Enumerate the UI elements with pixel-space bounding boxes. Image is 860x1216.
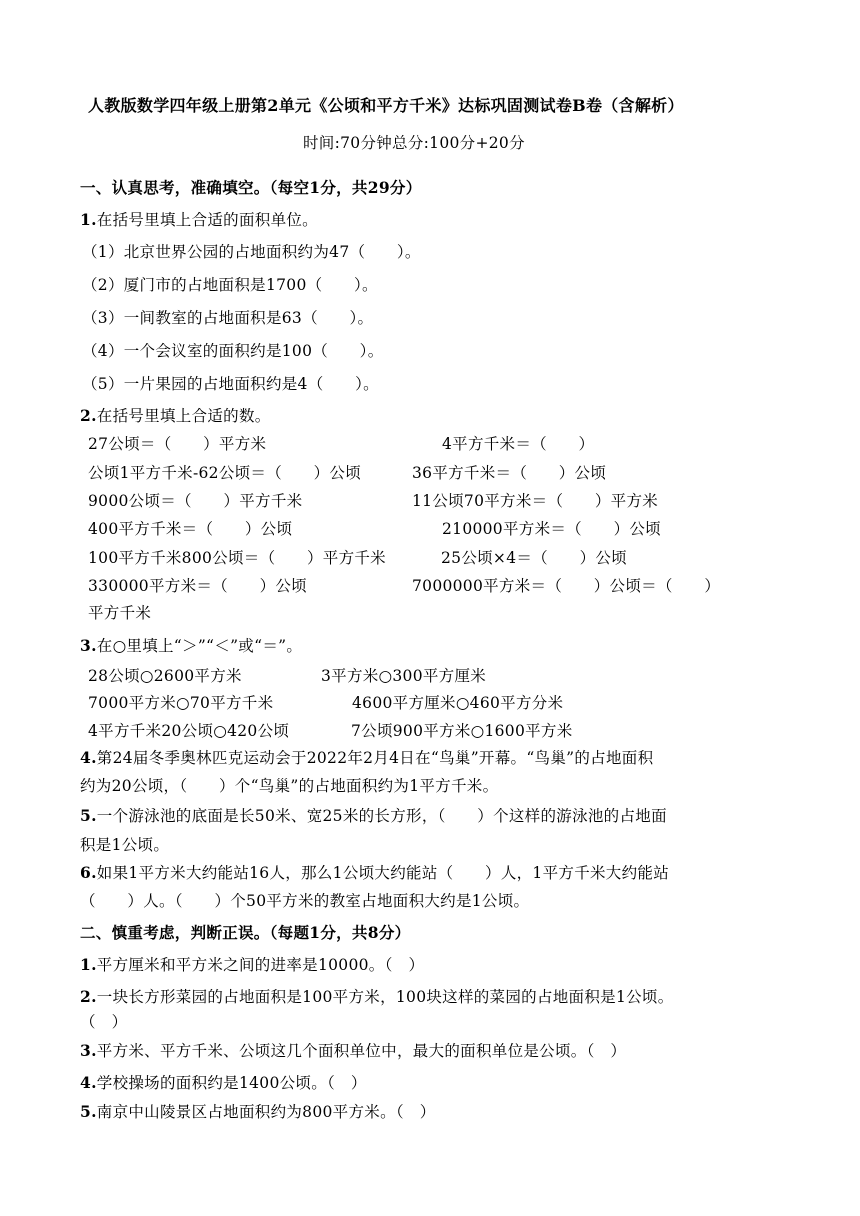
question-number: 5. [80,1102,97,1121]
question-5-continued: 积是1公顷。 [80,836,170,854]
q3-cell: 4600平方厘米○460平方分米 [352,694,564,712]
question-1 [80,210,318,230]
question-text: 平方米、平方千米、公顷这几个面积单位中，最大的面积单位是公顷。（ ） [96,1042,627,1060]
q3-cell: 28公顷○2600平方米 [88,667,242,685]
question-6-continued: （ ）人。（ ）个50平方米的教室占地面积大约是1公顷。 [80,892,530,910]
question-text: 学校操场的面积约是1400公顷。（ ） [96,1074,367,1092]
question-3 [80,636,302,656]
question-text: 一个游泳池的底面是长50米、宽25米的长方形，（ ）个这样的游泳池的占地面 [96,807,667,825]
question-4 [80,748,653,768]
q3-cell: 7000平方米○70平方千米 [88,694,274,712]
q3-cell: 4平方千米20公顷○420公顷 [88,722,290,740]
question-number: 1. [80,955,97,974]
q2-cell: 平方千米 [88,604,152,622]
q2-cell: 11公顷70平方米＝（ ）平方米 [412,492,659,510]
question-5 [80,806,667,826]
question-number: 5. [80,806,97,825]
q2-cell: 400平方千米＝（ ）公顷 [88,520,293,538]
question-number: 4. [80,1073,97,1092]
q1-item: （4）一个会议室的面积约是100（ ）。 [82,342,384,360]
q3-cell: 7公顷900平方米○1600平方米 [351,722,573,740]
question-text: 一块长方形菜园的占地面积是100平方米，100块这样的菜园的占地面积是1公顷。 [96,988,674,1006]
judge-answer-bracket: （ ） [80,1013,128,1031]
q2-cell: 330000平方米＝（ ）公顷 [88,577,307,595]
q2-cell: 7000000平方米＝（ ）公顷＝（ ） [412,577,721,595]
question-text: 在○里填上“＞”“＜”或“＝”。 [96,637,303,655]
judge-item [80,1102,436,1122]
question-6 [80,863,669,883]
question-number: 4. [80,748,97,767]
judge-item [80,955,424,975]
question-text: 平方厘米和平方米之间的进率是10000。（ ） [96,956,425,974]
question-text: 如果1平方米大约能站16人，那么1公顷大约能站（ ）人，1平方千米大约能站 [96,864,669,882]
section-2-heading: 二、慎重考虑，判断正误。（每题1分，共8分） [80,923,411,942]
q2-cell: 27公顷＝（ ）平方米 [88,435,267,453]
question-text: 在括号里填上合适的数。 [96,407,271,425]
q2-cell: 9000公顷＝（ ）平方千米 [88,492,303,510]
q2-cell: 210000平方米＝（ ）公顷 [442,520,661,538]
question-2 [80,406,271,426]
q1-item: （1）北京世界公园的占地面积约为47（ ）。 [82,243,421,261]
question-4-continued: 约为20公顷，（ ）个“鸟巢”的占地面积约为1平方千米。 [80,777,499,795]
section-1-heading: 一、认真思考，准确填空。（每空1分，共29分） [80,178,422,197]
question-text: 南京中山陵景区占地面积约为800平方米。（ ） [96,1103,436,1121]
question-text: 第24届冬季奥林匹克运动会于2022年2月4日在“鸟巢”开幕。“鸟巢”的占地面积 [96,749,654,767]
q3-cell: 3平方米○300平方厘米 [321,667,487,685]
page-subtitle: 时间:70分钟总分:100分+20分 [303,134,525,152]
judge-item [80,1073,367,1093]
question-number: 2. [80,406,97,425]
judge-item [80,987,674,1007]
q2-cell: 公顷1平方千米-62公顷＝（ ）公顷 [88,464,362,482]
page-title: 人教版数学四年级上册第2单元《公顷和平方千米》达标巩固测试卷B卷（含解析） [88,96,684,115]
q2-cell: 4平方千米＝（ ） [442,435,595,453]
question-number: 3. [80,1041,97,1060]
question-number: 3. [80,636,97,655]
q1-item: （3）一间教室的占地面积是63（ ）。 [82,309,374,327]
q1-item: （2）厦门市的占地面积是1700（ ）。 [82,276,378,294]
q2-cell: 100平方千米800公顷＝（ ）平方千米 [88,549,386,567]
question-number: 2. [80,987,97,1006]
q2-cell: 25公顷×4＝（ ）公顷 [441,549,627,567]
question-text: 在括号里填上合适的面积单位。 [96,211,318,229]
q1-item: （5）一片果园的占地面积约是4（ ）。 [82,375,379,393]
question-number: 6. [80,863,97,882]
judge-item [80,1041,626,1061]
q2-cell: 36平方千米＝（ ）公顷 [412,464,607,482]
question-number: 1. [80,210,97,229]
